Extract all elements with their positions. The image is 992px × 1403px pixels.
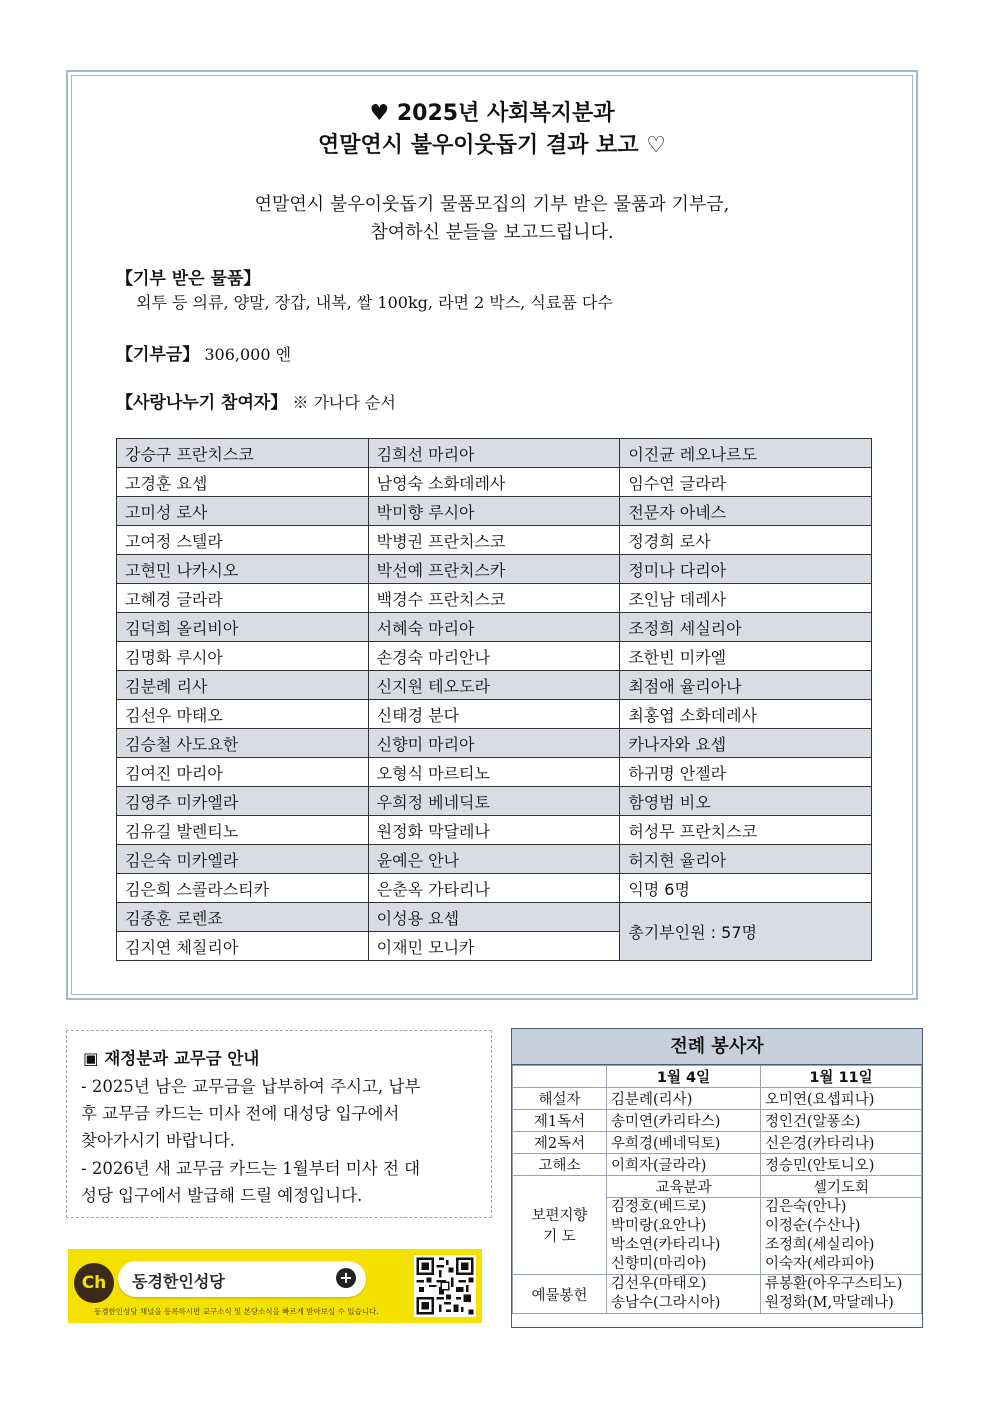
participant-cell: 김지연 체칠리아	[117, 932, 369, 961]
server-name: 신향미(마리아)	[611, 1256, 707, 1272]
server-name: 송남수(그라시아)	[611, 1295, 721, 1311]
participant-cell: 강승구 프란치스코	[117, 439, 369, 468]
liturgy-servers-table	[512, 1065, 922, 1314]
server-name-date2: 신은경(카타리나)	[761, 1132, 922, 1154]
participant-cell: 김명화 루시아	[117, 642, 369, 671]
participant-cell: 원정화 막달레나	[368, 816, 620, 845]
qr-code-icon[interactable]	[414, 1255, 476, 1317]
participant-cell: 김영주 미카엘라	[117, 787, 369, 816]
server-name: 조정희(세실리아)	[765, 1237, 875, 1253]
participant-cell: 남영숙 소화데레사	[368, 468, 620, 497]
server-role-offering: 예물봉헌	[513, 1275, 607, 1314]
participant-cell: 김종훈 로렌죠	[117, 903, 369, 932]
server-name-date2: 정인건(알퐁소)	[761, 1110, 922, 1132]
table-row	[117, 903, 872, 932]
plus-icon: +	[336, 1268, 356, 1288]
participant-cell: 김덕희 올리비아	[117, 613, 369, 642]
table-row	[117, 700, 872, 729]
participant-cell: 최점애 율리아나	[620, 671, 872, 700]
participant-cell: 김선우 마태오	[117, 700, 369, 729]
server-name-date1: 송미연(카리타스)	[607, 1110, 761, 1132]
table-row	[117, 613, 872, 642]
participant-cell: 김분례 리사	[117, 671, 369, 700]
participant-cell: 조정희 세실리아	[620, 613, 872, 642]
prayer-names-date2	[761, 1198, 922, 1275]
finance-notice-line: - 2025년 남은 교무금을 납부하여 주시고, 납부	[81, 1077, 421, 1096]
prayer-group-1: 교육분과	[607, 1176, 761, 1198]
server-name: 이숙자(세라피아)	[765, 1256, 875, 1272]
participant-cell: 윤예은 안나	[368, 845, 620, 874]
kakao-channel-add-button[interactable]	[118, 1261, 366, 1297]
participant-cell: 박미향 루시아	[368, 497, 620, 526]
participant-cell: 고경훈 요셉	[117, 468, 369, 497]
participant-cell: 허성무 프란치스코	[620, 816, 872, 845]
prayer-group-2: 셀기도회	[761, 1176, 922, 1198]
participant-cell: 김유길 발렌티노	[117, 816, 369, 845]
table-row	[513, 1110, 922, 1132]
server-name: 원정화(M,막달레나)	[765, 1295, 894, 1311]
liturgy-servers-box	[511, 1028, 923, 1328]
participant-cell: 이진균 레오나르도	[620, 439, 872, 468]
participants-heading: 【사랑나누기 참여자】	[116, 393, 288, 413]
report-intro-line2: 참여하신 분들을 보고드립니다.	[370, 222, 614, 243]
participant-cell: 김여진 마리아	[117, 758, 369, 787]
prayer-names-date1	[607, 1198, 761, 1275]
server-name-date1: 김분례(리사)	[607, 1088, 761, 1110]
server-name: 김정호(베드로)	[611, 1199, 707, 1215]
participant-cell: 익명 6명	[620, 874, 872, 903]
prayer-role-line1: 보편지향	[531, 1208, 588, 1224]
server-name-date2: 오미연(요셉피나)	[761, 1088, 922, 1110]
table-row	[117, 497, 872, 526]
participant-cell: 이재민 모니카	[368, 932, 620, 961]
total-donors-cell: 총기부인원 : 57명	[620, 903, 872, 961]
participant-cell: 임수연 글라라	[620, 468, 872, 497]
table-row	[117, 729, 872, 758]
participant-cell: 정경희 로사	[620, 526, 872, 555]
table-row	[117, 584, 872, 613]
table-row	[117, 845, 872, 874]
participant-cell: 전문자 아녜스	[620, 497, 872, 526]
table-row	[117, 439, 872, 468]
report-intro-line1: 연말연시 불우이웃돕기 물품모집의 기부 받은 물품과 기부금,	[254, 194, 730, 215]
table-row	[513, 1088, 922, 1110]
participant-cell: 우희정 베네딕토	[368, 787, 620, 816]
date-header-2: 1월 11일	[761, 1066, 922, 1088]
finance-notice-line: 성당 입구에서 발급해 드릴 예정입니다.	[81, 1186, 363, 1205]
participant-cell: 조인남 데레사	[620, 584, 872, 613]
server-role: 제1독서	[513, 1110, 607, 1132]
donated-items-heading: 【기부 받은 물품】	[116, 269, 261, 289]
server-role: 제2독서	[513, 1132, 607, 1154]
kakao-channel-logo: Ch	[74, 1263, 114, 1303]
participant-cell: 최홍엽 소화데레사	[620, 700, 872, 729]
offering-names-date1	[607, 1275, 761, 1314]
participant-cell: 정미나 다리아	[620, 555, 872, 584]
participant-cell: 고현민 나카시오	[117, 555, 369, 584]
participant-cell: 고혜경 글라라	[117, 584, 369, 613]
participant-cell: 신태경 분다	[368, 700, 620, 729]
finance-notice-title: ▣ 재정분과 교무금 안내	[83, 1049, 260, 1068]
donation-money-heading: 【기부금】	[116, 345, 200, 365]
participant-cell: 김은희 스콜라스티카	[117, 874, 369, 903]
participant-cell: 박선예 프란치스카	[368, 555, 620, 584]
participant-cell: 하귀명 안젤라	[620, 758, 872, 787]
offering-names-date2	[761, 1275, 922, 1314]
kakao-channel-note: 동경한인성당 채널을 등록하시면 교구소식 및 본당소식을 빠르게 받아보실 수 있습니다.	[94, 1307, 379, 1316]
server-role: 해설자	[513, 1088, 607, 1110]
table-row	[117, 555, 872, 584]
table-row	[117, 787, 872, 816]
donation-money-amount: 306,000 엔	[199, 345, 292, 364]
table-row	[117, 758, 872, 787]
participant-cell: 손경숙 마리안나	[368, 642, 620, 671]
server-name: 류봉환(아우구스티노)	[765, 1276, 903, 1292]
participant-cell: 이성용 요셉	[368, 903, 620, 932]
table-row	[117, 642, 872, 671]
server-name: 박미랑(요안나)	[611, 1218, 707, 1234]
table-row	[513, 1154, 922, 1176]
participant-cell: 고여정 스텔라	[117, 526, 369, 555]
table-row	[513, 1132, 922, 1154]
role-header-blank	[513, 1066, 607, 1088]
server-name: 박소연(카타리나)	[611, 1237, 721, 1253]
participant-cell: 함영범 비오	[620, 787, 872, 816]
server-name: 김은숙(안나)	[765, 1199, 847, 1215]
participant-cell: 카나자와 요셉	[620, 729, 872, 758]
report-title-line2: 연말연시 불우이웃돕기 결과 보고 ♡	[318, 133, 666, 158]
server-role-prayer	[513, 1176, 607, 1275]
participants-section	[116, 388, 396, 413]
report-box	[66, 70, 918, 1000]
participant-cell: 신지원 테오도라	[368, 671, 620, 700]
finance-notice-line: 찾아가시기 바랍니다.	[81, 1131, 235, 1150]
participant-cell: 조한빈 미카엘	[620, 642, 872, 671]
report-title-line1: ♥ 2025년 사회복지분과	[369, 101, 615, 126]
finance-notice-line: - 2026년 새 교무금 카드는 1월부터 미사 전 대	[81, 1159, 421, 1178]
server-name-date2: 정승민(안토니오)	[761, 1154, 922, 1176]
table-row	[117, 468, 872, 497]
liturgy-servers-title: 전례 봉사자	[512, 1029, 922, 1065]
donated-items-text: 외투 등 의류, 양말, 장갑, 내복, 쌀 100kg, 라면 2 박스, 식료품 다수	[136, 293, 613, 312]
participant-cell: 김은숙 미카엘라	[117, 845, 369, 874]
finance-notice-box	[66, 1030, 492, 1218]
donation-money-section	[116, 340, 291, 365]
participant-cell: 신향미 마리아	[368, 729, 620, 758]
table-row	[117, 816, 872, 845]
server-name-date1: 우희경(베네딕토)	[607, 1132, 761, 1154]
server-role: 고해소	[513, 1154, 607, 1176]
participant-cell: 김승철 사도요한	[117, 729, 369, 758]
participant-cell: 서혜숙 마리아	[368, 613, 620, 642]
date-header-1: 1월 4일	[607, 1066, 761, 1088]
server-name: 이정순(수산나)	[765, 1218, 861, 1234]
prayer-role-line2: 기 도	[543, 1229, 576, 1245]
participants-order-note: ※ 가나다 순서	[287, 393, 396, 412]
table-row	[117, 526, 872, 555]
participant-cell: 백경수 프란치스코	[368, 584, 620, 613]
finance-notice-line: 후 교무금 카드는 미사 전에 대성당 입구에서	[81, 1104, 400, 1123]
kakao-channel-banner[interactable]	[68, 1249, 482, 1323]
participant-cell: 오형식 마르티노	[368, 758, 620, 787]
table-row	[513, 1275, 922, 1314]
participant-cell: 고미성 로사	[117, 497, 369, 526]
participants-table	[116, 438, 872, 961]
participant-cell: 허지현 율리아	[620, 845, 872, 874]
kakao-channel-name: 동경한인성당	[132, 1272, 225, 1291]
table-row	[117, 874, 872, 903]
table-row	[117, 671, 872, 700]
participant-cell: 박병권 프란치스코	[368, 526, 620, 555]
table-row	[513, 1066, 922, 1088]
participant-cell: 김희선 마리아	[368, 439, 620, 468]
participant-cell: 은춘옥 가타리나	[368, 874, 620, 903]
server-name-date1: 이희자(글라라)	[607, 1154, 761, 1176]
table-row	[513, 1176, 922, 1198]
server-name: 김선우(마태오)	[611, 1276, 707, 1292]
